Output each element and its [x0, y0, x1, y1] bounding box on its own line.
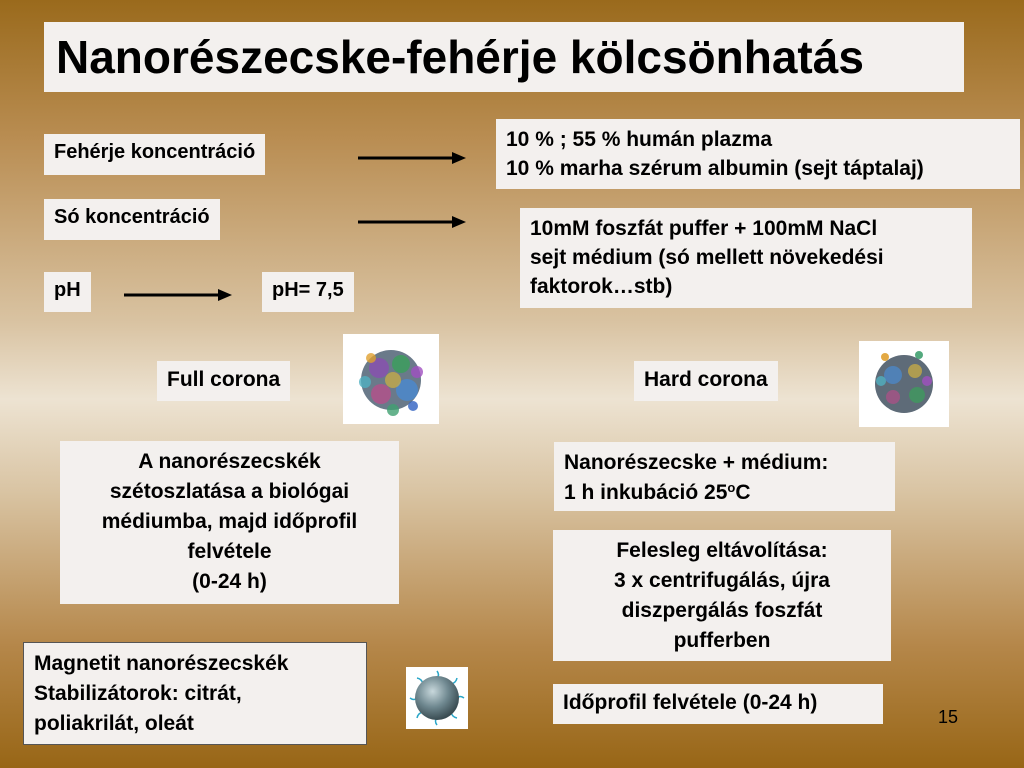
salt-result-line-3: faktorok…stb) — [530, 275, 673, 298]
full-corona-line-3: médiumba, majd időprofil — [101, 510, 358, 533]
salt-result-box — [520, 208, 972, 308]
magnetite-line-3: poliakrilát, oleát — [34, 712, 194, 735]
full-corona-line-2: szétoszlatása a biológai — [109, 480, 350, 503]
page-number: 15 — [938, 707, 959, 727]
arrow-right-icon — [356, 150, 468, 166]
hard-corona-step-1-line-2: 1 h inkubáció 25$^o$C — [564, 480, 751, 504]
arrow-right-icon — [122, 287, 234, 303]
protein-result-line-2: 10 % marha szérum albumin (sejt táptalaj) — [506, 157, 924, 180]
hard-corona-step-2-line-1: Felesleg eltávolítása: — [616, 539, 828, 562]
arrow-right-icon — [356, 214, 468, 230]
stabilized-nanoparticle-icon — [406, 667, 468, 729]
ph-label: pH — [44, 272, 91, 312]
hard-corona-step-2 — [553, 530, 891, 661]
hard-corona-step-2-line-2: 3 x centrifugálás, újra — [614, 569, 830, 592]
full-corona-line-1: A nanorészecskék — [138, 450, 321, 473]
hard-corona-step-2-line-4: pufferben — [673, 629, 771, 652]
full-corona-line-5: (0-24 h) — [192, 570, 267, 593]
full-corona-line-4: felvétele — [187, 540, 272, 563]
salt-result-line-1: 10mM foszfát puffer + 100mM NaCl — [530, 217, 878, 240]
magnetite-line-1: Magnetit nanorészecskék — [34, 652, 289, 675]
protein-corona-nanoparticle-icon — [343, 334, 439, 424]
hard-corona-step-3: Időprofil felvétele (0-24 h) — [553, 684, 883, 724]
slide-title: Nanorészecske-fehérje kölcsönhatás — [44, 22, 964, 92]
hard-corona-nanoparticle-icon — [859, 341, 949, 427]
salt-result-line-2: sejt médium (só mellett növekedési — [530, 246, 884, 269]
hard-corona-step-2-line-3: diszpergálás foszfát — [621, 599, 823, 622]
magnetite-line-2: Stabilizátorok: citrát, — [34, 682, 242, 705]
full-corona-label: Full corona — [157, 361, 290, 401]
hard-corona-step-1-line-1: Nanorészecske + médium: — [564, 451, 829, 474]
ph-value: pH= 7,5 — [262, 272, 354, 312]
protein-result-line-1: 10 % ; 55 % humán plazma — [506, 128, 773, 151]
hard-corona-step-1 — [554, 442, 895, 511]
magnetite-description — [23, 642, 367, 745]
protein-result-box — [496, 119, 1020, 189]
protein-concentration-label: Fehérje koncentráció — [44, 134, 265, 175]
salt-concentration-label: Só koncentráció — [44, 199, 220, 240]
full-corona-description — [60, 441, 399, 604]
hard-corona-label: Hard corona — [634, 361, 778, 401]
